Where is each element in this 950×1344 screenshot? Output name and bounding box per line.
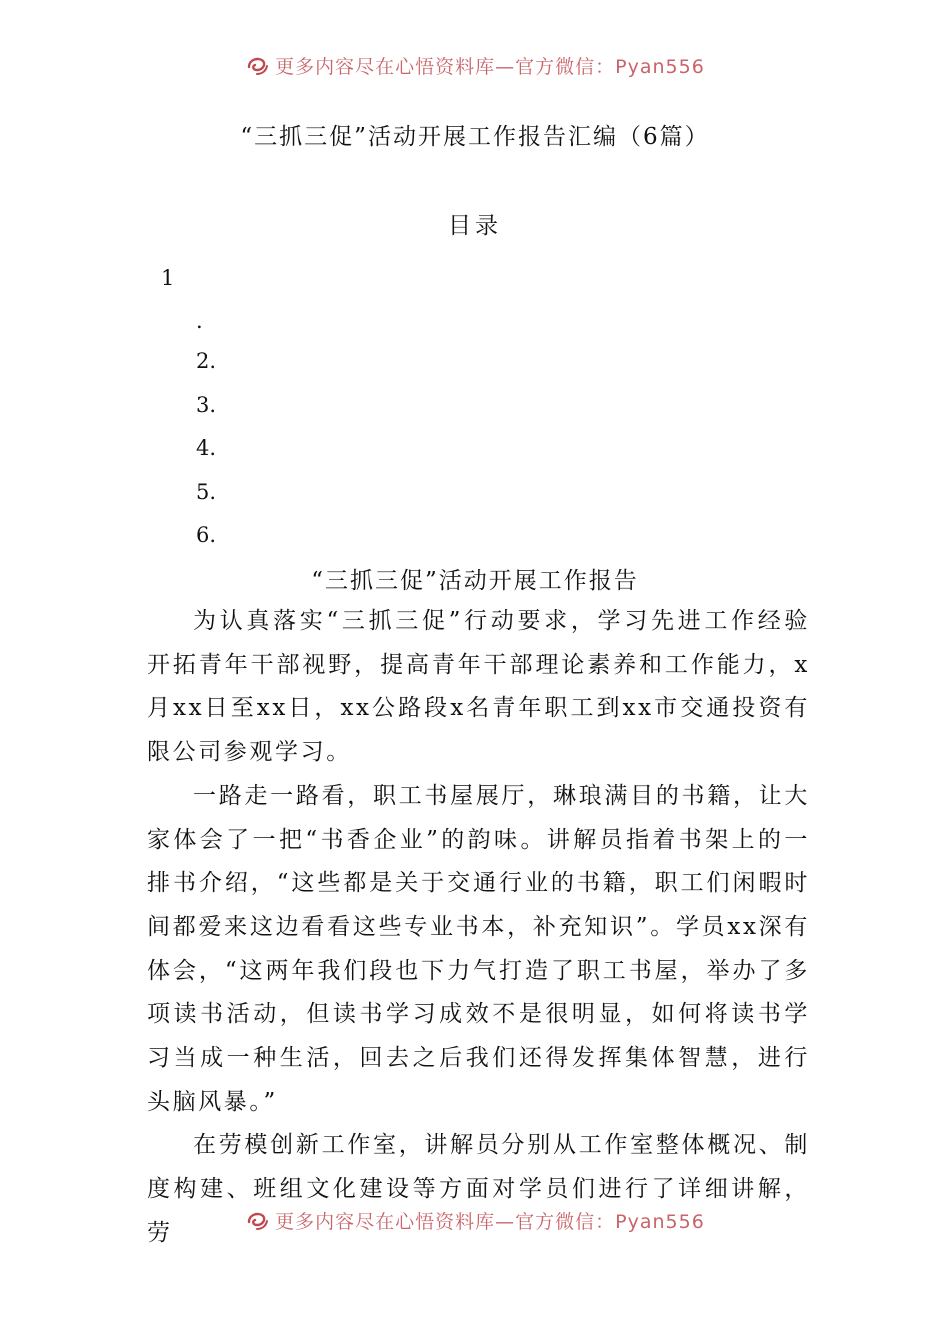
swirl-logo-icon bbox=[245, 53, 269, 77]
toc-item-dot[interactable]: . bbox=[196, 309, 203, 333]
toc-item-6[interactable]: 6. bbox=[196, 523, 217, 547]
toc-item-2[interactable]: 2. bbox=[196, 349, 217, 373]
toc-item-5[interactable]: 5. bbox=[196, 480, 217, 504]
article-body bbox=[147, 600, 810, 1256]
toc-item-3[interactable]: 3. bbox=[196, 393, 217, 417]
watermark-top bbox=[0, 50, 950, 80]
watermark-text: 更多内容尽在心悟资料库—官方微信：Pyan556 bbox=[275, 1210, 705, 1233]
swirl-logo-icon bbox=[245, 1208, 269, 1232]
paragraph: 一路走一路看，职工书屋展厅，琳琅满目的书籍，让大家体会了一把“书香企业”的韵味。讲解员指着书架上的一排书介绍，“这些都是关于交通行业的书籍，职工们闲暇时间都爱来这边看看这些专业书本，补充知识”。学员xx深有体会，“这两年我们段也下力气打造了职工书屋，举办了多项读书活动，但读书学习成效不是很明显，如何将读书学习当成一种生活，回去之后我们还得发挥集体智慧，进行头脑风暴。” bbox=[147, 782, 810, 1115]
toc-item-1[interactable]: 1 bbox=[161, 266, 175, 290]
paragraph: 在劳模创新工作室，讲解员分别从工作室整体概况、制度构建、班组文化建设等方面对学员们进行了详细讲解，劳 bbox=[147, 1132, 810, 1246]
paragraph: 为认真落实“三抓三促”行动要求，学习先进工作经验开拓青年干部视野，提高青年干部理论素养和工作能力，x月xx日至xx日，xx公路段x名青年职工到xx市交通投资有限公司参观学习。 bbox=[147, 608, 810, 766]
watermark-bottom bbox=[0, 1205, 950, 1235]
document-title: “三抓三促”活动开展工作报告汇编（6篇） bbox=[240, 124, 710, 150]
toc-heading: 目录 bbox=[448, 213, 502, 239]
toc-item-4[interactable]: 4. bbox=[196, 436, 217, 460]
watermark-text: 更多内容尽在心悟资料库—官方微信：Pyan556 bbox=[275, 55, 705, 78]
article-title: “三抓三促”活动开展工作报告 bbox=[311, 568, 639, 594]
